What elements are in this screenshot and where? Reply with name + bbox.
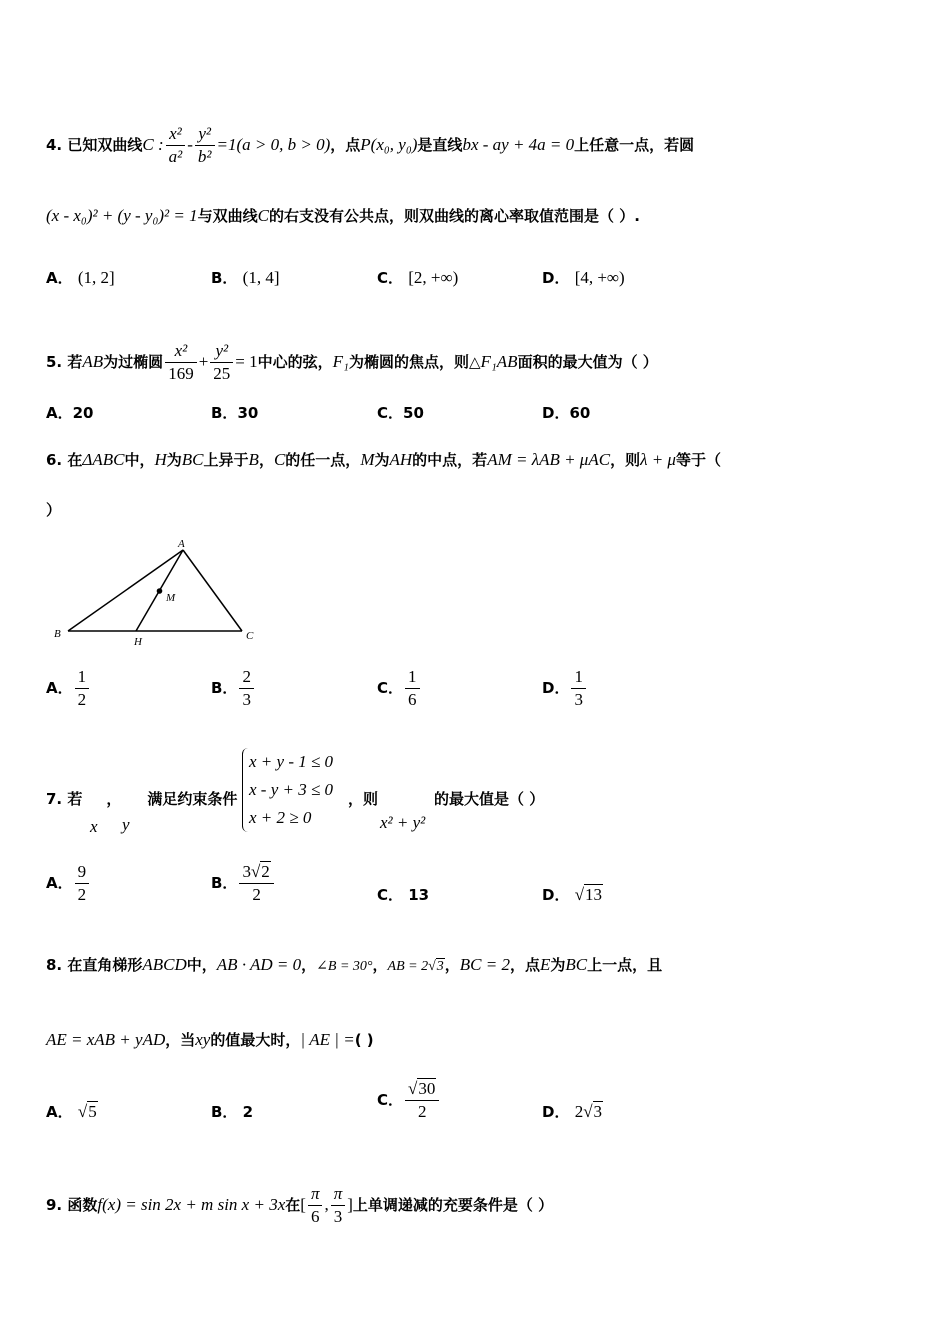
q6-number: 6. [46,451,63,469]
q7-option-b[interactable]: B． $\frac{3√2}{2}$ [211,863,276,904]
q4-line1: 4. 已知双曲线C : $\frac{\text{x²}}{\text{a²}}$ - $\frac{\text{y²}}{\text{b²}}$ =1(a > 0, b > 0)，点P(x₀, y₀)是直线bx - ay + 4a = 0上任意一点，若圆 [46,124,695,166]
label-m: M [166,592,176,604]
q5-option-d[interactable]: D．60 [542,404,591,422]
q4-option-c[interactable]: C． [2, +∞) [377,268,459,287]
q4-line2: (x - x₀)² + (y - y₀)² = 1与双曲线C的右支没有公共点，则双曲线的离心率取值范围是（ ）. [46,206,640,225]
q7-line1c: 的最大值是（ ） [434,790,545,808]
q6-option-b[interactable]: B． $\frac{2}{3}$ [211,668,256,709]
q7-number: 7. [46,790,63,808]
q4-option-b[interactable]: B． (1, 4] [211,268,280,287]
q4-option-a[interactable]: A． (1, 2] [46,268,115,287]
q7-var-x: x [90,817,98,836]
q7-expr: x² + y² [380,813,426,832]
q6-option-d[interactable]: D． $\frac{1}{3}$ [542,668,588,709]
q8-option-d[interactable]: D． 2√3 [542,1102,603,1121]
q5-option-c[interactable]: C．50 [377,404,424,422]
q4-number: 4. [46,136,63,154]
q7-option-d[interactable]: D． √13 [542,885,603,904]
label-a: A [178,538,185,550]
q7-option-c[interactable]: C． 13 [377,886,430,904]
q8-option-b[interactable]: B． 2 [211,1103,254,1121]
q7-var-y: y [122,815,130,834]
q6-line2: ） [46,501,62,519]
q7-constraints: x + y - 1 ≤ 0 x - y + 3 ≤ 0 x + 2 ≥ 0 [242,748,333,832]
label-h: H [134,636,142,648]
q4-option-d[interactable]: D． [4, +∞) [542,268,625,287]
q4-frac-y: $\frac{\text{y²}}{\text{b²}}$ [195,125,215,166]
q5-option-b[interactable]: B．30 [211,404,259,422]
q6-option-c[interactable]: C． $\frac{1}{6}$ [377,668,422,709]
q5-line1: 5. 若AB为过椭圆 $\frac{\text{x²}}{169}$ + $\frac{\text{y²}}{25}$ = 1中心的弦，F₁为椭圆的焦点，则△F₁AB面积的最大值为（ ） [46,341,658,383]
q6-line1: 6. 在ΔABC中，H为BC上异于B，C的任一点，M为AH的中点，若AM = λAB + μAC，则λ + μ等于（ [46,450,721,469]
q6-option-a[interactable]: A． $\frac{1}{2}$ [46,668,91,709]
q7-option-a[interactable]: A． $\frac{9}{2}$ [46,863,91,904]
q8-option-c[interactable]: C． $\frac{√30}{2}$ [377,1080,441,1121]
q6-triangle-figure [50,535,270,650]
q5-frac-y: $\frac{\text{y²}}{25}$ [210,342,233,383]
q5-frac-x: $\frac{\text{x²}}{169}$ [165,342,197,383]
q7-line1b: ，则 [348,790,379,808]
point-m [157,588,163,594]
label-c: C [246,630,254,642]
q5-number: 5. [46,353,63,371]
q7-line1: 7. 若 ， 满足约束条件 [46,790,238,808]
q8-line1: 8. 在直角梯形ABCD中，AB · AD = 0，∠B = 30°，AB = 2√3，BC = 2，点E为BC上一点，且 [46,955,663,974]
q9-line1: 9. 函数f(x) = sin 2x + m sin x + 3x在[ $\frac{\pi}{6}$ , $\frac{\pi}{3}$ ]上单调递减的充要条件是（ ） [46,1184,554,1226]
q8-line2: AE = xAB + yAD，当xy的值最大时，| AE | =( ) [46,1030,374,1049]
q5-option-a[interactable]: A．20 [46,404,94,422]
label-b: B [54,628,61,640]
q8-option-a[interactable]: A． √5 [46,1102,97,1121]
segment-ab [68,550,183,631]
q8-number: 8. [46,956,63,974]
segment-ac [183,550,242,631]
q4-frac-x: $\frac{\text{x²}}{\text{a²}}$ [166,125,186,166]
q9-number: 9. [46,1196,63,1214]
